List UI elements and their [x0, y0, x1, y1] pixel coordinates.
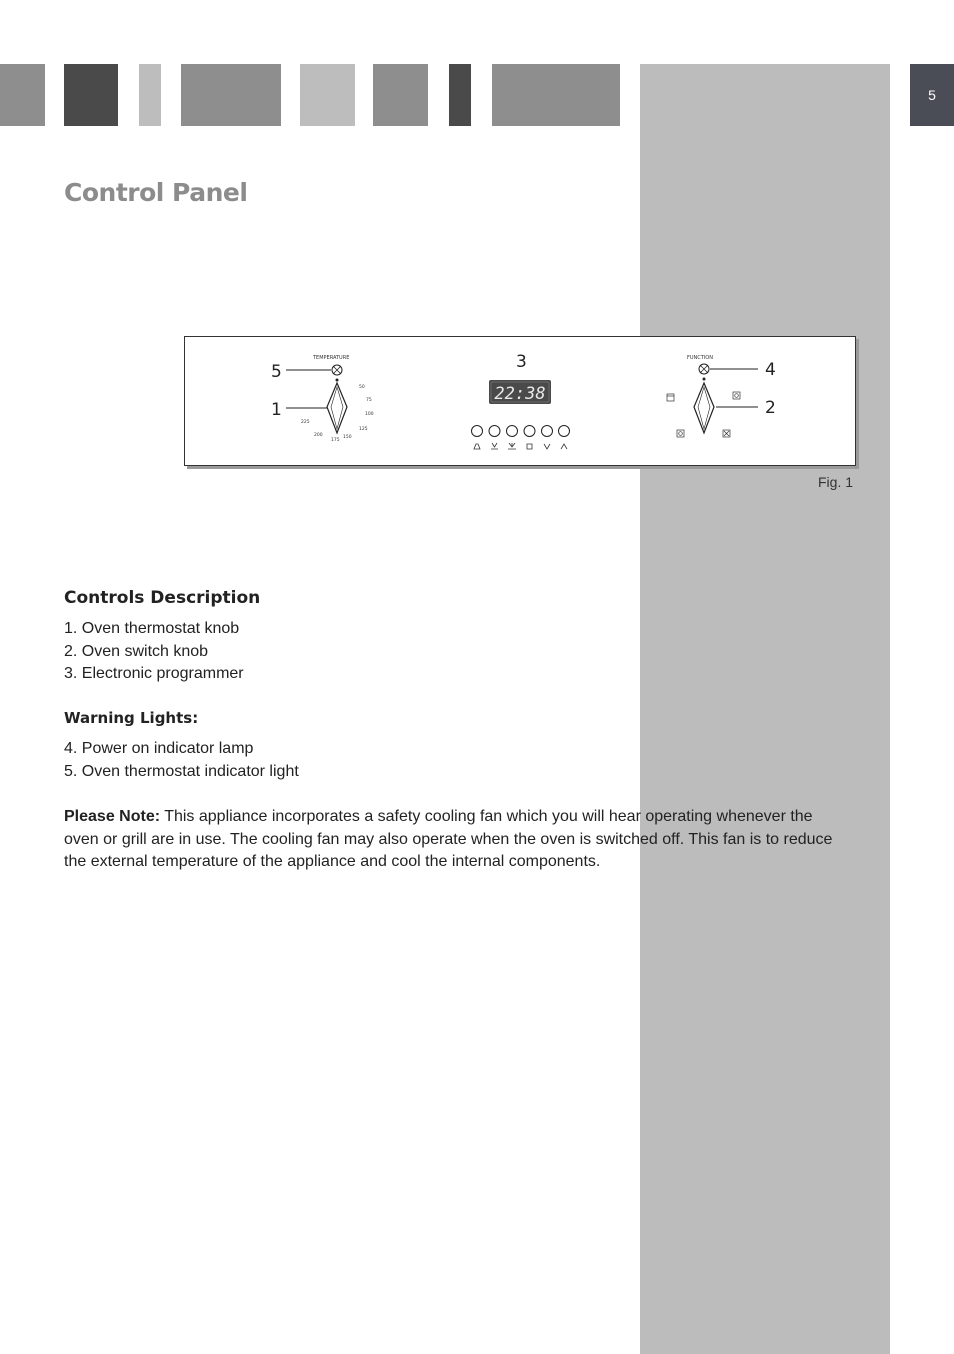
temp-mark: 100 — [365, 412, 374, 417]
programmer-button — [542, 426, 553, 437]
callout-2: 2 — [765, 398, 776, 418]
temp-mark: 125 — [359, 427, 368, 432]
header-block — [300, 64, 355, 126]
list-item: 1. Oven thermostat knob — [64, 620, 240, 637]
header-block — [139, 64, 161, 126]
programmer-button — [507, 426, 518, 437]
programmer-button — [489, 426, 500, 437]
temp-mark: 225 — [301, 420, 310, 425]
list-item: 2. Oven switch knob — [64, 642, 209, 660]
thermostat-knob — [327, 383, 347, 433]
temp-mark: 175 — [331, 438, 340, 443]
list-item: 3. Electronic programmer — [64, 665, 244, 682]
programmer-button — [559, 426, 570, 437]
programmer-button — [472, 426, 483, 437]
grey-sidebar — [640, 64, 890, 1354]
header-block — [0, 64, 45, 126]
note-text: This appliance incorporates a safety cooling fan which you will hear operating whenever the oven or grill are in use. The cooling fan may also operate when the oven is switched off. This fan is to reduce the external temperature of the appliance and cool the internal components. — [64, 808, 833, 870]
note-label: Please Note: — [64, 808, 161, 825]
please-note-paragraph — [64, 806, 834, 874]
display-time: 22:38 — [494, 384, 546, 404]
function-label: FUNCTION — [687, 355, 713, 361]
callout-3: 3 — [516, 352, 527, 372]
page-title: Control Panel — [64, 178, 248, 207]
list-item: 4. Power on indicator lamp — [64, 740, 254, 757]
header-block — [181, 64, 281, 126]
callout-5: 5 — [271, 362, 282, 382]
controls-list — [64, 618, 244, 686]
figure-caption: Fig. 1 — [818, 474, 854, 490]
temp-mark: 200 — [314, 433, 323, 438]
header-block — [373, 64, 428, 126]
callout-4: 4 — [765, 360, 776, 380]
temp-mark: 50 — [359, 385, 365, 390]
header-block — [492, 64, 620, 126]
programmer-button-icons — [474, 443, 567, 449]
temp-mark: 150 — [343, 435, 352, 440]
controls-heading: Controls Description — [64, 588, 261, 608]
header-block — [449, 64, 471, 126]
control-panel-figure — [184, 336, 856, 466]
header-block — [64, 64, 118, 126]
warning-list — [64, 738, 299, 783]
programmer-button — [524, 426, 535, 437]
temp-mark: 75 — [366, 398, 372, 403]
callout-1: 1 — [271, 400, 282, 420]
page-number: 5 — [910, 64, 954, 126]
list-item: 5. Oven thermostat indicator light — [64, 762, 299, 780]
function-switch-knob — [694, 383, 714, 433]
temperature-label: TEMPERATURE — [313, 355, 350, 361]
warning-heading: Warning Lights: — [64, 709, 199, 727]
